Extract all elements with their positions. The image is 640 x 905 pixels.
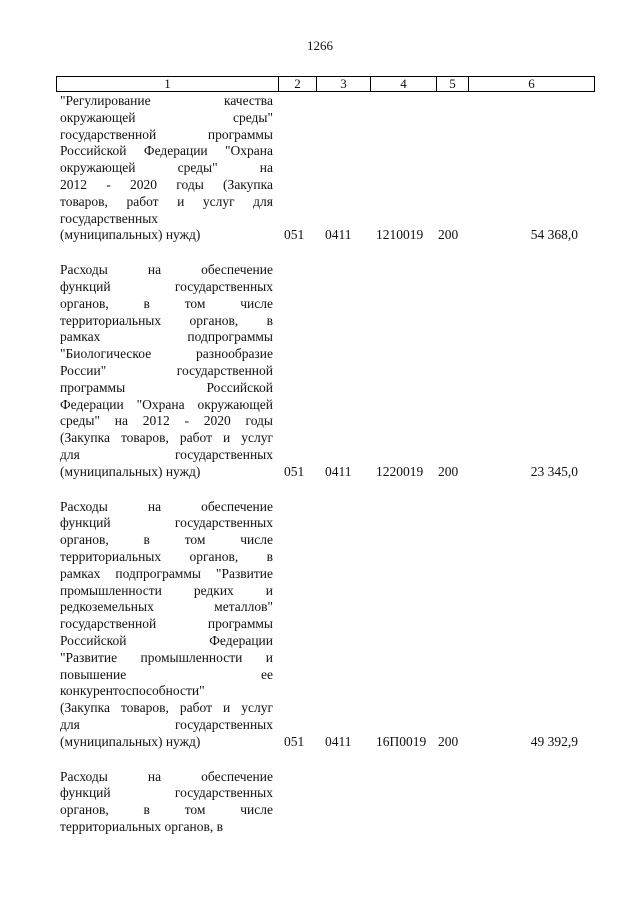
description-line: Расходы на обеспечение xyxy=(60,768,273,784)
column-header-1: 1 xyxy=(57,77,279,92)
description-line: программы Российской xyxy=(60,379,273,395)
description-line: функций государственных xyxy=(60,785,273,801)
description-line: Российской Федерации "Охрана xyxy=(60,143,273,159)
description-line: окружающей среды" на xyxy=(60,160,273,176)
description-line: территориальных органов, в xyxy=(60,312,273,328)
description-line: (муниципальных) нужд) xyxy=(60,463,201,479)
description-line: (муниципальных) нужд) xyxy=(60,227,201,243)
description-line: (муниципальных) нужд) xyxy=(60,733,201,749)
description-line: Расходы на обеспечение xyxy=(60,498,273,514)
cell-c2: 051 xyxy=(284,227,305,243)
column-header-2: 2 xyxy=(279,77,317,92)
description-line: для государственных xyxy=(60,716,273,732)
cell-c3: 0411 xyxy=(325,463,352,479)
description-line: "Регулирование качества xyxy=(60,93,273,108)
cell-c2: 051 xyxy=(284,733,305,749)
cell-c5: 200 xyxy=(438,227,459,243)
column-header-table xyxy=(56,76,595,92)
column-header-6: 6 xyxy=(469,77,595,92)
cell-c4: 1210019 xyxy=(376,227,424,243)
description-line: конкурентоспособности" xyxy=(60,683,205,699)
column-header-3: 3 xyxy=(317,77,371,92)
table-row xyxy=(0,93,640,244)
description-line: функций государственных xyxy=(60,278,273,294)
description-line: повышение ее xyxy=(60,666,273,682)
cell-c4: 16П0019 xyxy=(376,733,427,749)
table-row xyxy=(0,262,640,480)
description-line: (Закупка товаров, работ и услуг xyxy=(60,430,273,446)
cell-c2: 051 xyxy=(284,463,305,479)
cell-c6: 54 368,0 xyxy=(530,227,578,243)
row-description xyxy=(60,262,273,480)
description-line: 2012 - 2020 годы (Закупка xyxy=(60,176,273,192)
description-line: органов, в том числе xyxy=(60,532,273,548)
cell-c3: 0411 xyxy=(325,733,352,749)
description-line: функций государственных xyxy=(60,515,273,531)
description-line: государственной программы xyxy=(60,126,273,142)
cell-c5: 200 xyxy=(438,733,459,749)
row-description xyxy=(60,769,273,836)
description-line: территориальных органов, в xyxy=(60,818,223,834)
description-line: государственных xyxy=(60,210,159,226)
page-number: 1266 xyxy=(307,38,333,53)
description-line: редкоземельных металлов" xyxy=(60,599,273,615)
description-line: Федерации "Охрана окружающей xyxy=(60,396,273,412)
column-header-4: 4 xyxy=(371,77,437,92)
description-line: рамках подпрограммы "Развитие xyxy=(60,565,273,581)
cell-c6: 23 345,0 xyxy=(530,463,578,479)
cell-c6: 49 392,9 xyxy=(530,733,578,749)
description-line: территориальных органов, в xyxy=(60,548,273,564)
description-line: России" государственной xyxy=(60,362,273,378)
description-line: "Биологическое разнообразие xyxy=(60,346,273,362)
row-description xyxy=(60,93,273,244)
row-description xyxy=(60,499,273,751)
description-line: промышленности редких и xyxy=(60,582,273,598)
description-line: Российской Федерации xyxy=(60,632,273,648)
column-header-row xyxy=(57,77,595,92)
description-line: органов, в том числе xyxy=(60,295,273,311)
cell-c3: 0411 xyxy=(325,227,352,243)
cell-c4: 1220019 xyxy=(376,463,424,479)
table-row xyxy=(0,769,640,836)
description-line: органов, в том числе xyxy=(60,802,273,818)
description-line: государственной программы xyxy=(60,616,273,632)
column-header-5: 5 xyxy=(437,77,469,92)
description-line: рамках подпрограммы xyxy=(60,329,273,345)
description-line: для государственных xyxy=(60,446,273,462)
description-line: Расходы на обеспечение xyxy=(60,262,273,278)
description-line: среды" на 2012 - 2020 годы xyxy=(60,413,273,429)
description-line: "Развитие промышленности и xyxy=(60,649,273,665)
cell-c5: 200 xyxy=(438,463,459,479)
table-row xyxy=(0,499,640,751)
description-line: окружающей среды" xyxy=(60,109,273,125)
description-line: (Закупка товаров, работ и услуг xyxy=(60,700,273,716)
description-line: товаров, работ и услуг для xyxy=(60,193,273,209)
